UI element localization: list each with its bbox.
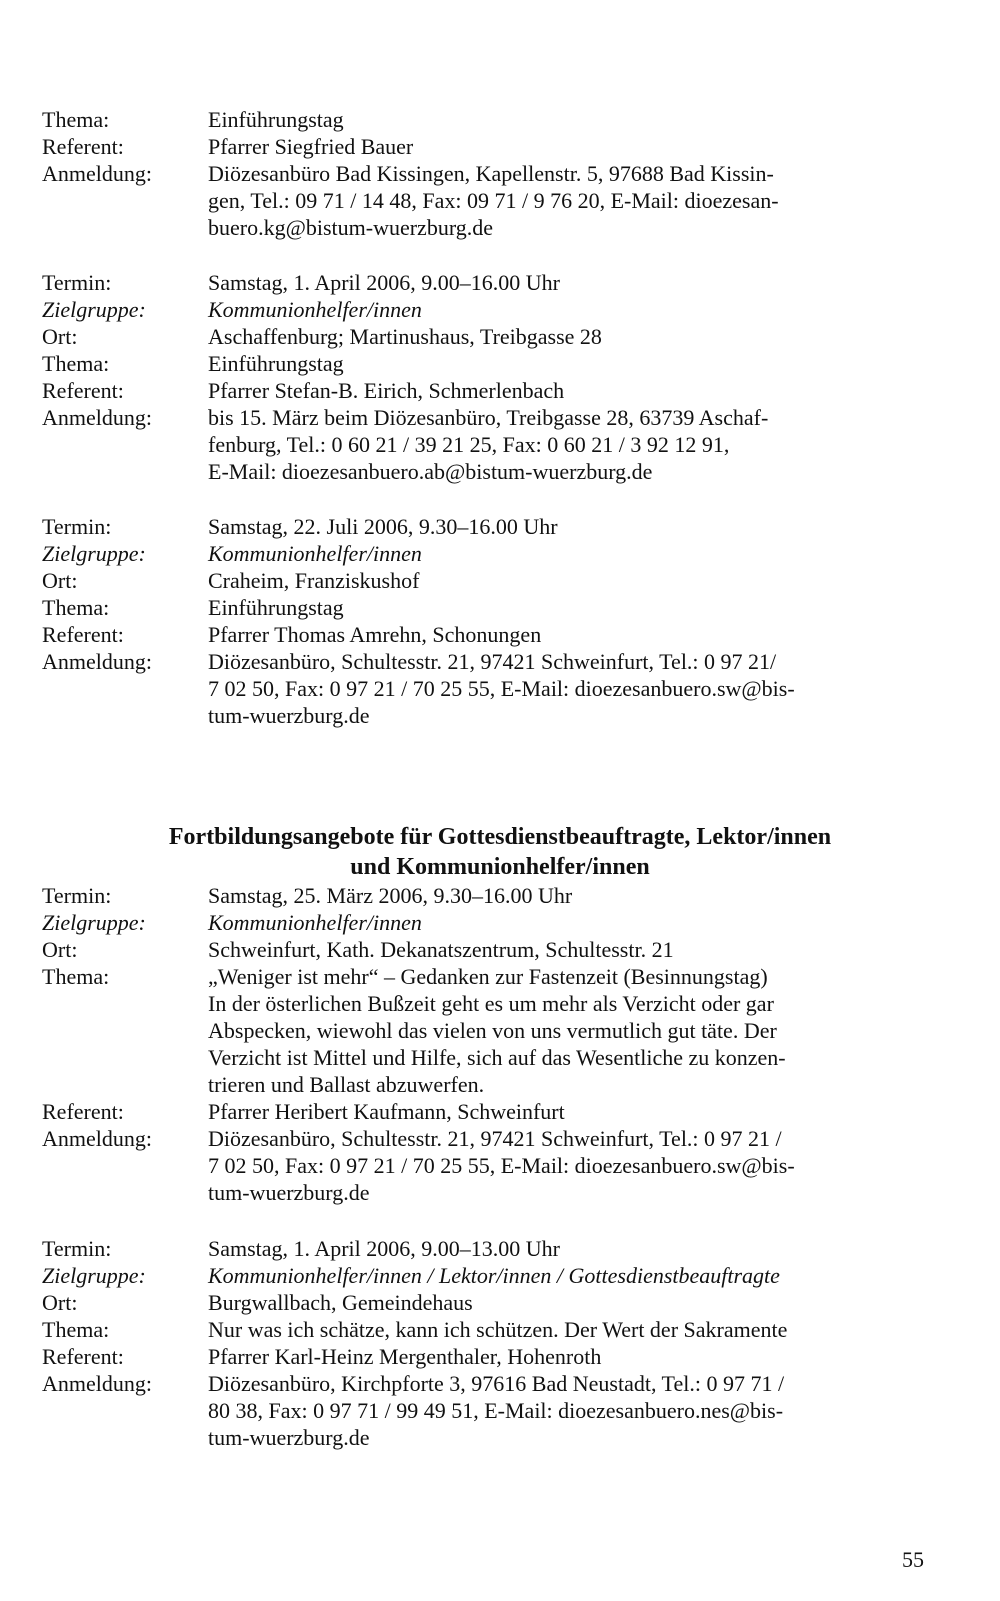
field-value [208,106,922,133]
field-value-line: bis 15. März beim Diözesanbüro, Treibgasse 28, 63739 Aschaf- [208,405,769,430]
field-value-line: Aschaffenburg; Martinushaus, Treibgasse 28 [208,324,602,349]
field-label: Anmeldung: [42,405,152,430]
field-value-line: In der österlichen Bußzeit geht es um mehr als Verzicht oder gar [208,991,774,1016]
field-label: Thema: [42,1317,110,1342]
field-value [208,1289,922,1316]
field-value-line: Einführungstag [208,595,344,620]
field-value-line: Pfarrer Karl-Heinz Mergenthaler, Hohenroth [208,1344,602,1369]
field-value-line: tum-wuerzburg.de [208,1425,370,1450]
field-row [42,106,922,133]
field-row [42,1316,922,1343]
field-row [42,513,922,540]
field-row [42,377,922,404]
field-value [208,350,922,377]
field-label: Referent: [42,622,124,647]
section-heading-line-1: Fortbildungsangebote für Gottesdienstbeauftragte, Lektor/innen [168,824,832,850]
field-value-line: Pfarrer Thomas Amrehn, Schonungen [208,622,542,647]
field-row [42,1370,922,1451]
field-value-line: fenburg, Tel.: 0 60 21 / 39 21 25, Fax: 0 60 21 / 3 92 12 91, [208,432,730,457]
field-label: Referent: [42,1344,124,1369]
field-value [208,1098,922,1125]
field-value-line: 7 02 50, Fax: 0 97 21 / 70 25 55, E-Mail: dioezesanbuero.sw@bis- [208,1153,795,1178]
field-label: Ort: [42,568,78,593]
field-label: Thema: [42,595,110,620]
field-label: Thema: [42,351,110,376]
field-value-line: trieren und Ballast abzuwerfen. [208,1072,485,1097]
field-value-line: Samstag, 22. Juli 2006, 9.30–16.00 Uhr [208,514,558,539]
section-heading [60,822,940,882]
field-row [42,160,922,241]
field-value-line: Nur was ich schätze, kann ich schützen. Der Wert der Sakramente [208,1317,788,1342]
field-value-line: tum-wuerzburg.de [208,1180,370,1205]
field-value [208,540,922,567]
field-label: Referent: [42,378,124,403]
field-value-line: Pfarrer Heribert Kaufmann, Schweinfurt [208,1099,565,1124]
field-row [42,1262,922,1289]
event-block-4 [42,882,922,1206]
field-value [208,513,922,540]
field-label: Termin: [42,883,112,908]
field-row [42,909,922,936]
field-value-line: Abspecken, wiewohl das vielen von uns vermutlich gut täte. Der [208,1018,777,1043]
field-value [208,269,922,296]
field-row [42,404,922,485]
field-row [42,621,922,648]
field-value-line: E-Mail: dioezesanbuero.ab@bistum-wuerzburg.de [208,459,653,484]
field-label: Anmeldung: [42,1126,152,1151]
field-value [208,133,922,160]
field-label: Ort: [42,1290,78,1315]
field-value [208,963,922,1098]
field-row [42,350,922,377]
field-row [42,936,922,963]
field-value-line: buero.kg@bistum-wuerzburg.de [208,215,494,240]
field-row [42,648,922,729]
field-row [42,594,922,621]
event-block-5 [42,1235,922,1451]
field-value [208,882,922,909]
field-row [42,133,922,160]
field-value [208,323,922,350]
field-value-line: gen, Tel.: 09 71 / 14 48, Fax: 09 71 / 9 76 20, E-Mail: dioezesan- [208,188,779,213]
field-value-line: Pfarrer Stefan-B. Eirich, Schmerlenbach [208,378,565,403]
field-value-line: tum-wuerzburg.de [208,703,370,728]
field-label: Anmeldung: [42,1371,152,1396]
field-value [208,1125,922,1206]
field-value [208,160,922,241]
field-value [208,621,922,648]
field-value-line: „Weniger ist mehr“ – Gedanken zur Fastenzeit (Besinnungstag) [208,964,768,989]
field-value-line: Kommunionhelfer/innen / Lektor/innen / Gottesdienstbeauftragte [208,1263,780,1288]
section-heading-line-2: und Kommunionhelfer/innen [350,854,650,880]
field-value-line: Diözesanbüro, Kirchpforte 3, 97616 Bad Neustadt, Tel.: 0 97 71 / [208,1371,785,1396]
field-label: Termin: [42,270,112,295]
field-value-line: Einführungstag [208,351,344,376]
field-value [208,1262,922,1289]
field-value [208,936,922,963]
field-row [42,1289,922,1316]
field-label: Zielgruppe: [42,910,146,935]
field-value-line: Einführungstag [208,107,344,132]
field-row [42,1343,922,1370]
field-value-line: Kommunionhelfer/innen [208,910,422,935]
field-value-line: 7 02 50, Fax: 0 97 21 / 70 25 55, E-Mail: dioezesanbuero.sw@bis- [208,676,795,701]
field-value-line: Craheim, Franziskushof [208,568,420,593]
field-label: Zielgruppe: [42,297,146,322]
event-block-1 [42,106,922,241]
field-value-line: Samstag, 25. März 2006, 9.30–16.00 Uhr [208,883,573,908]
field-label: Ort: [42,937,78,962]
field-label: Referent: [42,1099,124,1124]
field-row [42,882,922,909]
field-value [208,648,922,729]
field-row [42,1125,922,1206]
field-row [42,323,922,350]
field-value-line: Schweinfurt, Kath. Dekanatszentrum, Schultesstr. 21 [208,937,674,962]
field-value [208,1370,922,1451]
event-block-2 [42,269,922,485]
field-row [42,1098,922,1125]
page-number: 55 [902,1547,924,1572]
field-value-line: Pfarrer Siegfried Bauer [208,134,414,159]
field-value [208,594,922,621]
field-value [208,567,922,594]
event-block-3 [42,513,922,729]
field-value [208,1343,922,1370]
field-value-line: Kommunionhelfer/innen [208,541,422,566]
field-label: Anmeldung: [42,649,152,674]
field-value-line: Diözesanbüro Bad Kissingen, Kapellenstr. 5, 97688 Bad Kissin- [208,161,774,186]
field-value [208,404,922,485]
field-label: Anmeldung: [42,161,152,186]
field-row [42,1235,922,1262]
field-row [42,296,922,323]
field-value-line: Diözesanbüro, Schultesstr. 21, 97421 Schweinfurt, Tel.: 0 97 21/ [208,649,777,674]
field-label: Termin: [42,514,112,539]
field-label: Termin: [42,1236,112,1261]
field-value-line: 80 38, Fax: 0 97 71 / 99 49 51, E-Mail: dioezesanbuero.nes@bis- [208,1398,784,1423]
field-value [208,296,922,323]
field-label: Zielgruppe: [42,541,146,566]
field-value [208,1235,922,1262]
field-value-line: Burgwallbach, Gemeindehaus [208,1290,473,1315]
field-value-line: Kommunionhelfer/innen [208,297,422,322]
field-value-line: Samstag, 1. April 2006, 9.00–13.00 Uhr [208,1236,560,1261]
field-label: Referent: [42,134,124,159]
field-value-line: Verzicht ist Mittel und Hilfe, sich auf das Wesentliche zu konzen- [208,1045,786,1070]
field-row [42,963,922,1098]
field-row [42,540,922,567]
field-value [208,909,922,936]
field-value [208,377,922,404]
field-label: Thema: [42,964,110,989]
field-value-line: Samstag, 1. April 2006, 9.00–16.00 Uhr [208,270,560,295]
field-label: Ort: [42,324,78,349]
field-label: Thema: [42,107,110,132]
field-label: Zielgruppe: [42,1263,146,1288]
field-row [42,567,922,594]
field-value [208,1316,922,1343]
field-row [42,269,922,296]
field-value-line: Diözesanbüro, Schultesstr. 21, 97421 Schweinfurt, Tel.: 0 97 21 / [208,1126,782,1151]
